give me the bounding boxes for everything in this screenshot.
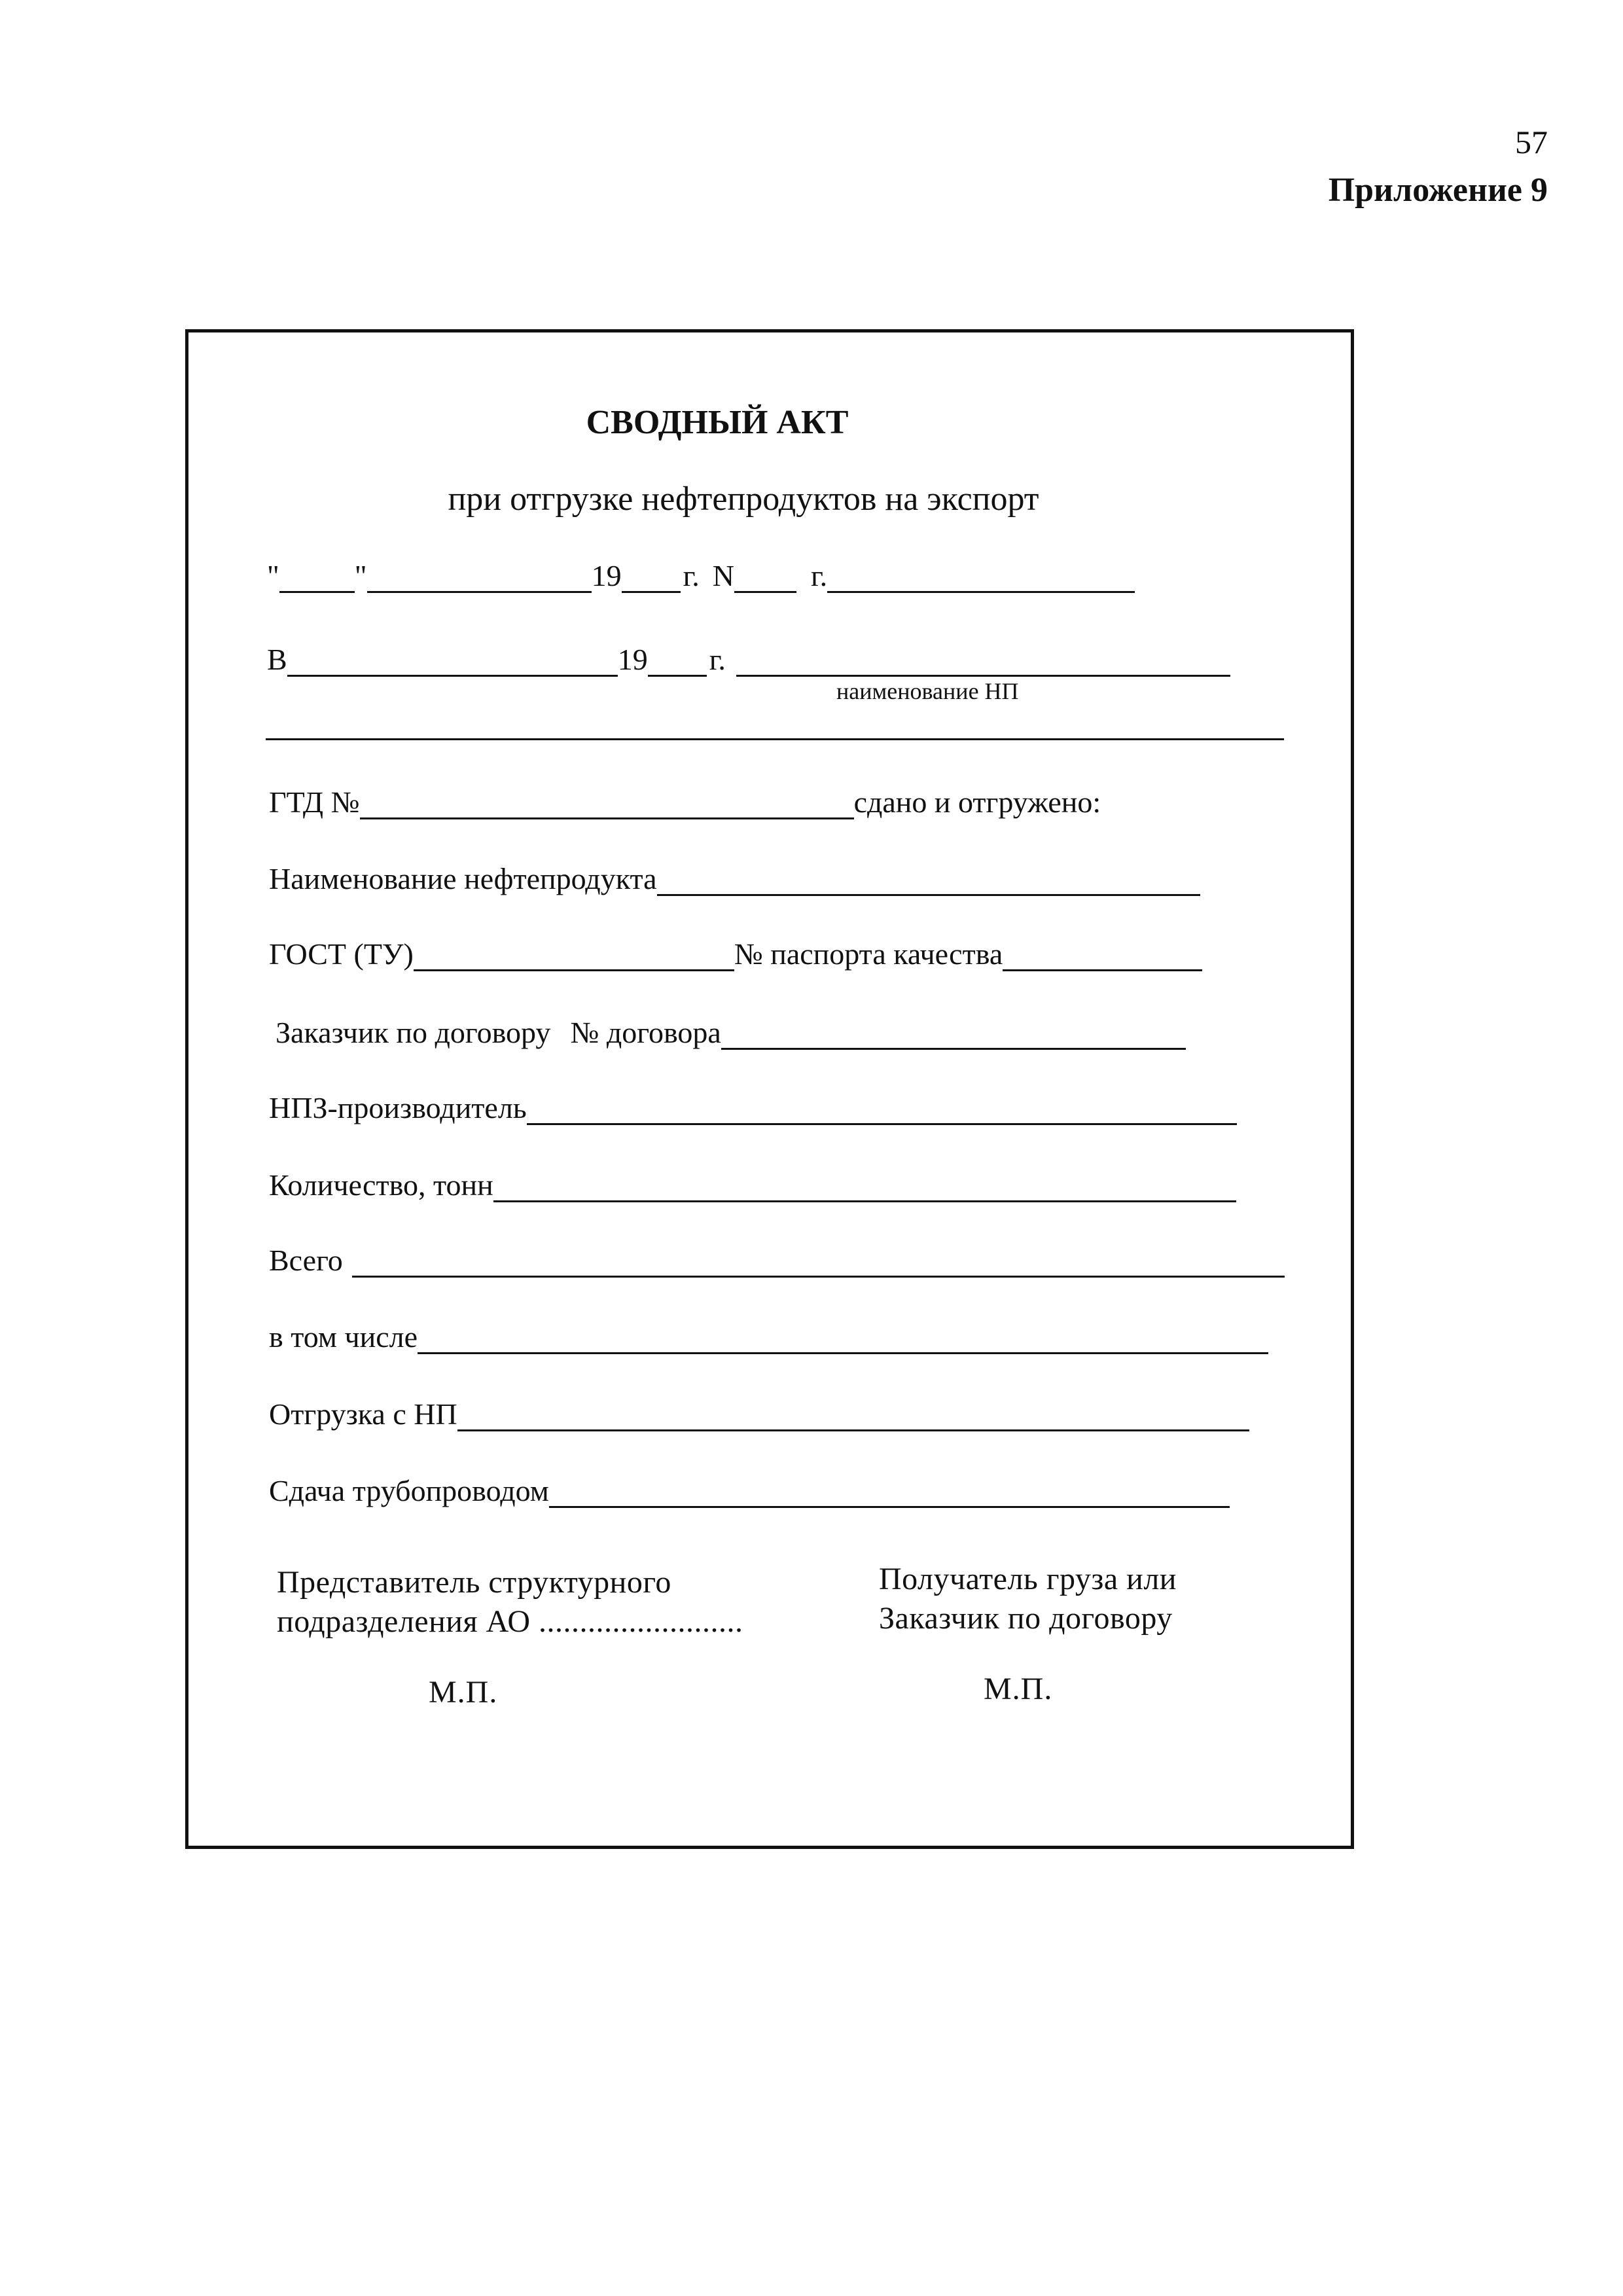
gtd-suffix: сдано и отгружено: <box>853 785 1101 819</box>
pipeline-label: Сдача трубопроводом <box>269 1474 549 1507</box>
refinery-field[interactable] <box>527 1097 1237 1125</box>
product-name-label: Наименование нефтепродукта <box>269 862 657 895</box>
np-name-field[interactable] <box>736 649 1230 677</box>
in-period-field[interactable] <box>287 649 618 677</box>
quote-open: " <box>267 559 279 592</box>
sender-signature-block <box>277 1563 743 1641</box>
shipment-label: Отгрузка с НП <box>269 1397 457 1431</box>
gtd-label: ГТД № <box>269 785 360 819</box>
customer-row <box>276 1016 1186 1050</box>
contract-field[interactable] <box>721 1022 1186 1050</box>
customer-label: Заказчик по договору <box>276 1016 551 1049</box>
in-prefix: В <box>267 643 287 676</box>
date-row <box>267 560 1135 593</box>
np-name-extra-line[interactable] <box>266 738 1284 740</box>
gtd-number-field[interactable] <box>360 791 854 819</box>
in-year-field[interactable] <box>648 649 707 677</box>
including-row <box>269 1321 1268 1354</box>
page-number: 57 <box>1515 124 1548 160</box>
stamp-right: М.П. <box>984 1672 1053 1706</box>
passport-label: № паспорта качества <box>734 937 1003 971</box>
pipeline-field[interactable] <box>549 1480 1230 1508</box>
quantity-row <box>269 1169 1236 1202</box>
gtd-row <box>269 786 1101 819</box>
receiver-line-1: Получатель груза или <box>879 1562 1177 1596</box>
shipment-field[interactable] <box>457 1403 1249 1431</box>
quantity-field[interactable] <box>493 1174 1236 1202</box>
sender-line-2[interactable]: подразделения АО ......................... <box>277 1604 743 1639</box>
contract-label: № договора <box>570 1016 721 1049</box>
refinery-label: НПЗ-производитель <box>269 1091 527 1124</box>
year-field[interactable] <box>622 565 681 593</box>
city-field[interactable] <box>827 565 1135 593</box>
product-name-field[interactable] <box>657 868 1200 896</box>
receiver-line-2: Заказчик по договору <box>879 1601 1173 1636</box>
in-year-prefix: 19 <box>617 643 648 676</box>
year-prefix: 19 <box>591 559 622 592</box>
gost-row <box>269 938 1202 971</box>
gost-field[interactable] <box>414 943 734 971</box>
passport-field[interactable] <box>1003 943 1202 971</box>
number-label: N <box>712 559 734 592</box>
total-field[interactable] <box>352 1249 1285 1278</box>
total-row <box>269 1244 1285 1278</box>
in-row <box>267 643 1230 677</box>
refinery-row <box>269 1092 1237 1125</box>
act-number-field[interactable] <box>734 565 796 593</box>
form-frame <box>185 329 1354 1849</box>
product-name-row <box>269 863 1200 896</box>
month-field[interactable] <box>367 565 592 593</box>
form-subtitle: при отгрузке нефтепродуктов на экспорт <box>448 480 1039 518</box>
sender-line-1: Представитель структурного <box>277 1565 671 1600</box>
np-name-hint: наименование НП <box>836 678 1019 704</box>
receiver-signature-block <box>879 1560 1177 1638</box>
in-year-suffix: г. <box>709 643 726 676</box>
pipeline-row <box>269 1475 1230 1508</box>
city-label: г. <box>810 559 828 592</box>
quantity-label: Количество, тонн <box>269 1168 493 1202</box>
appendix-label: Приложение 9 <box>1328 171 1548 209</box>
shipment-row <box>269 1398 1249 1431</box>
stamp-left: М.П. <box>429 1675 498 1710</box>
form-title: СВОДНЫЙ АКТ <box>586 404 849 441</box>
including-label: в том числе <box>269 1320 418 1354</box>
day-field[interactable] <box>279 565 355 593</box>
total-label: Всего <box>269 1244 343 1277</box>
quote-close: " <box>354 559 367 592</box>
including-field[interactable] <box>418 1326 1268 1354</box>
year-suffix: г. <box>683 559 700 592</box>
gost-label: ГОСТ (ТУ) <box>269 937 414 971</box>
